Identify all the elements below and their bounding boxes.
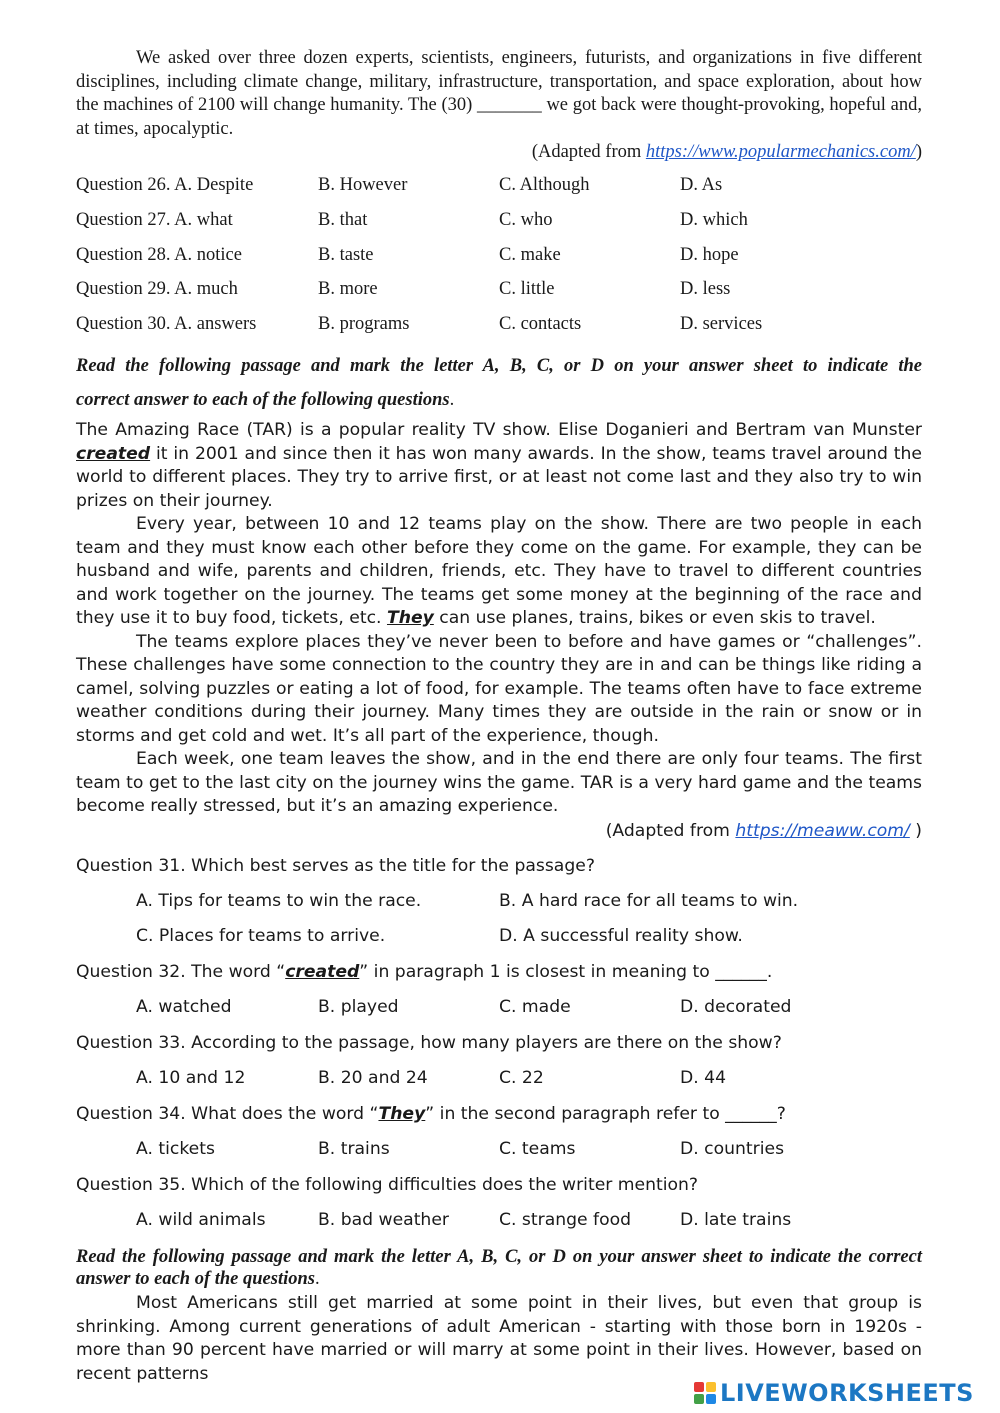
option-d: D. 44	[680, 1068, 727, 1088]
paragraph-2	[76, 513, 922, 631]
option-b: B. However	[318, 175, 408, 195]
question-stem-option-a: Question 27. A. what	[76, 210, 233, 230]
keyword-created: created	[76, 443, 151, 464]
question-34	[76, 1104, 922, 1124]
question-row-30	[76, 314, 922, 340]
question-stem-option-a: Question 28. A. notice	[76, 245, 242, 265]
option-b: B. 20 and 24	[318, 1068, 428, 1088]
question-31-options-row-1	[76, 891, 922, 917]
source-prefix: (Adapted from	[605, 821, 736, 841]
question-row-27	[76, 210, 922, 236]
option-a: A. watched	[136, 997, 232, 1017]
question-row-26	[76, 175, 922, 201]
source-suffix: )	[909, 821, 922, 841]
question-34-start: Question 34. What does the word “	[76, 1104, 379, 1124]
passage-amazing-race	[76, 419, 922, 819]
option-d: D. hope	[680, 245, 739, 265]
question-32-start: Question 32. The word “	[76, 962, 286, 982]
option-a: A. tickets	[136, 1139, 215, 1159]
option-d: D. As	[680, 175, 723, 195]
instruction-2	[76, 1246, 922, 1290]
logo-square-red	[694, 1382, 704, 1392]
logo-square-green	[694, 1394, 704, 1404]
instruction-2-text: Read the following passage and mark the letter A, B, C, or D on your answer sheet to indicate the correct answer to each of the questions	[76, 1247, 922, 1289]
logo-square-yellow	[706, 1382, 716, 1392]
option-b: B. that	[318, 210, 368, 230]
option-d: D. services	[680, 314, 763, 334]
question-row-28	[76, 245, 922, 271]
paragraph-2-start: Every year, between 10 and 12 teams play on the show. There are two people in each team and they must know each other before they come on the game. For example, they can be husband and wife, parents and children, friends, etc. They have to travel to different countries and work together on the journey. The teams get some money at the beginning of the race and they use it to buy food, tickets, etc.	[76, 514, 922, 628]
option-c: C. teams	[499, 1139, 576, 1159]
question-32-end: ” in paragraph 1 is closest in meaning to ______.	[359, 962, 773, 982]
question-35: Question 35. Which of the following difficulties does the writer mention?	[76, 1175, 699, 1195]
option-a: A. wild animals	[136, 1210, 266, 1230]
intro-source	[76, 141, 922, 165]
option-b: B. trains	[318, 1139, 390, 1159]
passage-marriage	[76, 1292, 922, 1386]
option-a: A. 10 and 12	[136, 1068, 246, 1088]
option-b: B. programs	[318, 314, 410, 334]
option-c: C. make	[499, 245, 561, 265]
passage-3-text: Most Americans still get married at some point in their lives, but even that group is shrinking. Among current generations of adult American - starting with those born in 1920s - more than 90 percent have married or will marry at some point in their lives. However, based on recent patterns	[76, 1293, 922, 1384]
keyword-created: created	[285, 962, 360, 982]
option-b: B. taste	[318, 245, 374, 265]
option-d: D. countries	[680, 1139, 785, 1159]
option-d: D. which	[680, 210, 748, 230]
question-33: Question 33. According to the passage, how many players are there on the show?	[76, 1033, 782, 1053]
option-c: C. Although	[499, 175, 590, 195]
question-32	[76, 962, 922, 982]
intro-passage-text: We asked over three dozen experts, scientists, engineers, futurists, and organizations in five different disciplines, including climate change, military, infrastructure, transportation, and space exploration, about how the machines of 2100 will change humanity. The (30) _______ we got back were thought-provoking, hopeful and, at times, apocalyptic.	[76, 48, 922, 139]
option-c: C. Places for teams to arrive.	[136, 926, 386, 946]
option-d: D. decorated	[680, 997, 792, 1017]
option-d: D. A successful reality show.	[499, 926, 743, 946]
option-c: C. who	[499, 210, 553, 230]
passage-2-source	[76, 820, 922, 844]
paragraph-1-end: it in 2001 and since then it has won many awards. In the show, teams travel around the world to different places. They try to arrive first, or at least not come last and they also try to win prizes on their journey.	[76, 443, 922, 511]
question-33-options	[76, 1068, 922, 1094]
source-link[interactable]: https://www.popularmechanics.com/	[645, 142, 916, 162]
instruction-1-line-2: correct answer to each of the following questions	[76, 390, 450, 410]
question-32-options	[76, 997, 922, 1023]
option-c: C. strange food	[499, 1210, 632, 1230]
instruction-2-period: .	[314, 1269, 320, 1289]
question-31-options-row-2	[76, 926, 922, 952]
question-row-29	[76, 279, 922, 305]
intro-passage	[76, 47, 922, 141]
source-suffix: )	[915, 142, 922, 162]
question-stem-option-a: Question 29. A. much	[76, 279, 238, 299]
option-b: B. bad weather	[318, 1210, 449, 1230]
option-c: C. made	[499, 997, 571, 1017]
logo-grid-icon	[694, 1382, 716, 1404]
question-35-options	[76, 1210, 922, 1236]
option-c: C. 22	[499, 1068, 544, 1088]
instruction-1-period: .	[449, 390, 455, 410]
option-d: D. late trains	[680, 1210, 792, 1230]
keyword-they: They	[378, 1104, 426, 1124]
instruction-1	[76, 349, 922, 417]
option-b: B. more	[318, 279, 378, 299]
question-34-options	[76, 1139, 922, 1165]
option-b: B. A hard race for all teams to win.	[499, 891, 799, 911]
paragraph-4: Each week, one team leaves the show, and in the end there are only four teams. The first team to get to the last city on the journey wins the game. TAR is a very hard game and the teams become really stressed, but it’s an amazing experience.	[76, 749, 922, 816]
option-a: A. Tips for teams to win the race.	[136, 891, 422, 911]
paragraph-1-start: The Amazing Race (TAR) is a popular reality TV show. Elise Doganieri and Bertram van Munster	[76, 420, 922, 440]
paragraph-2-end: can use planes, trains, bikes or even skis to travel.	[433, 608, 876, 628]
source-prefix: (Adapted from	[531, 142, 646, 162]
question-31: Question 31. Which best serves as the title for the passage?	[76, 856, 595, 876]
keyword-they: They	[386, 608, 434, 628]
source-link[interactable]: https://meaww.com/	[735, 821, 910, 841]
option-c: C. little	[499, 279, 555, 299]
instruction-1-line-1: Read the following passage and mark the letter A, B, C, or D on your answer sheet to indicate the	[76, 356, 922, 376]
paragraph-3: The teams explore places they’ve never been to before and have games or “challenges”. These challenges have some connection to the country they are in and can be things like riding a camel, solving puzzles or eating a lot of food, for example. The teams often have to face extreme weather conditions during their journey. Many times they are outside in the rain or snow or in storms and get cold and wet. It’s all part of the experience, though.	[76, 631, 922, 746]
logo-text: LIVEWORKSHEETS	[720, 1379, 974, 1407]
option-d: D. less	[680, 279, 731, 299]
question-stem-option-a: Question 30. A. answers	[76, 314, 257, 334]
option-b: B. played	[318, 997, 399, 1017]
option-c: C. contacts	[499, 314, 582, 334]
liveworksheets-logo[interactable]	[694, 1378, 974, 1408]
paragraph-1	[76, 419, 922, 513]
logo-square-blue	[706, 1394, 716, 1404]
question-34-end: ” in the second paragraph refer to ______?	[425, 1104, 786, 1124]
question-stem-option-a: Question 26. A. Despite	[76, 175, 254, 195]
